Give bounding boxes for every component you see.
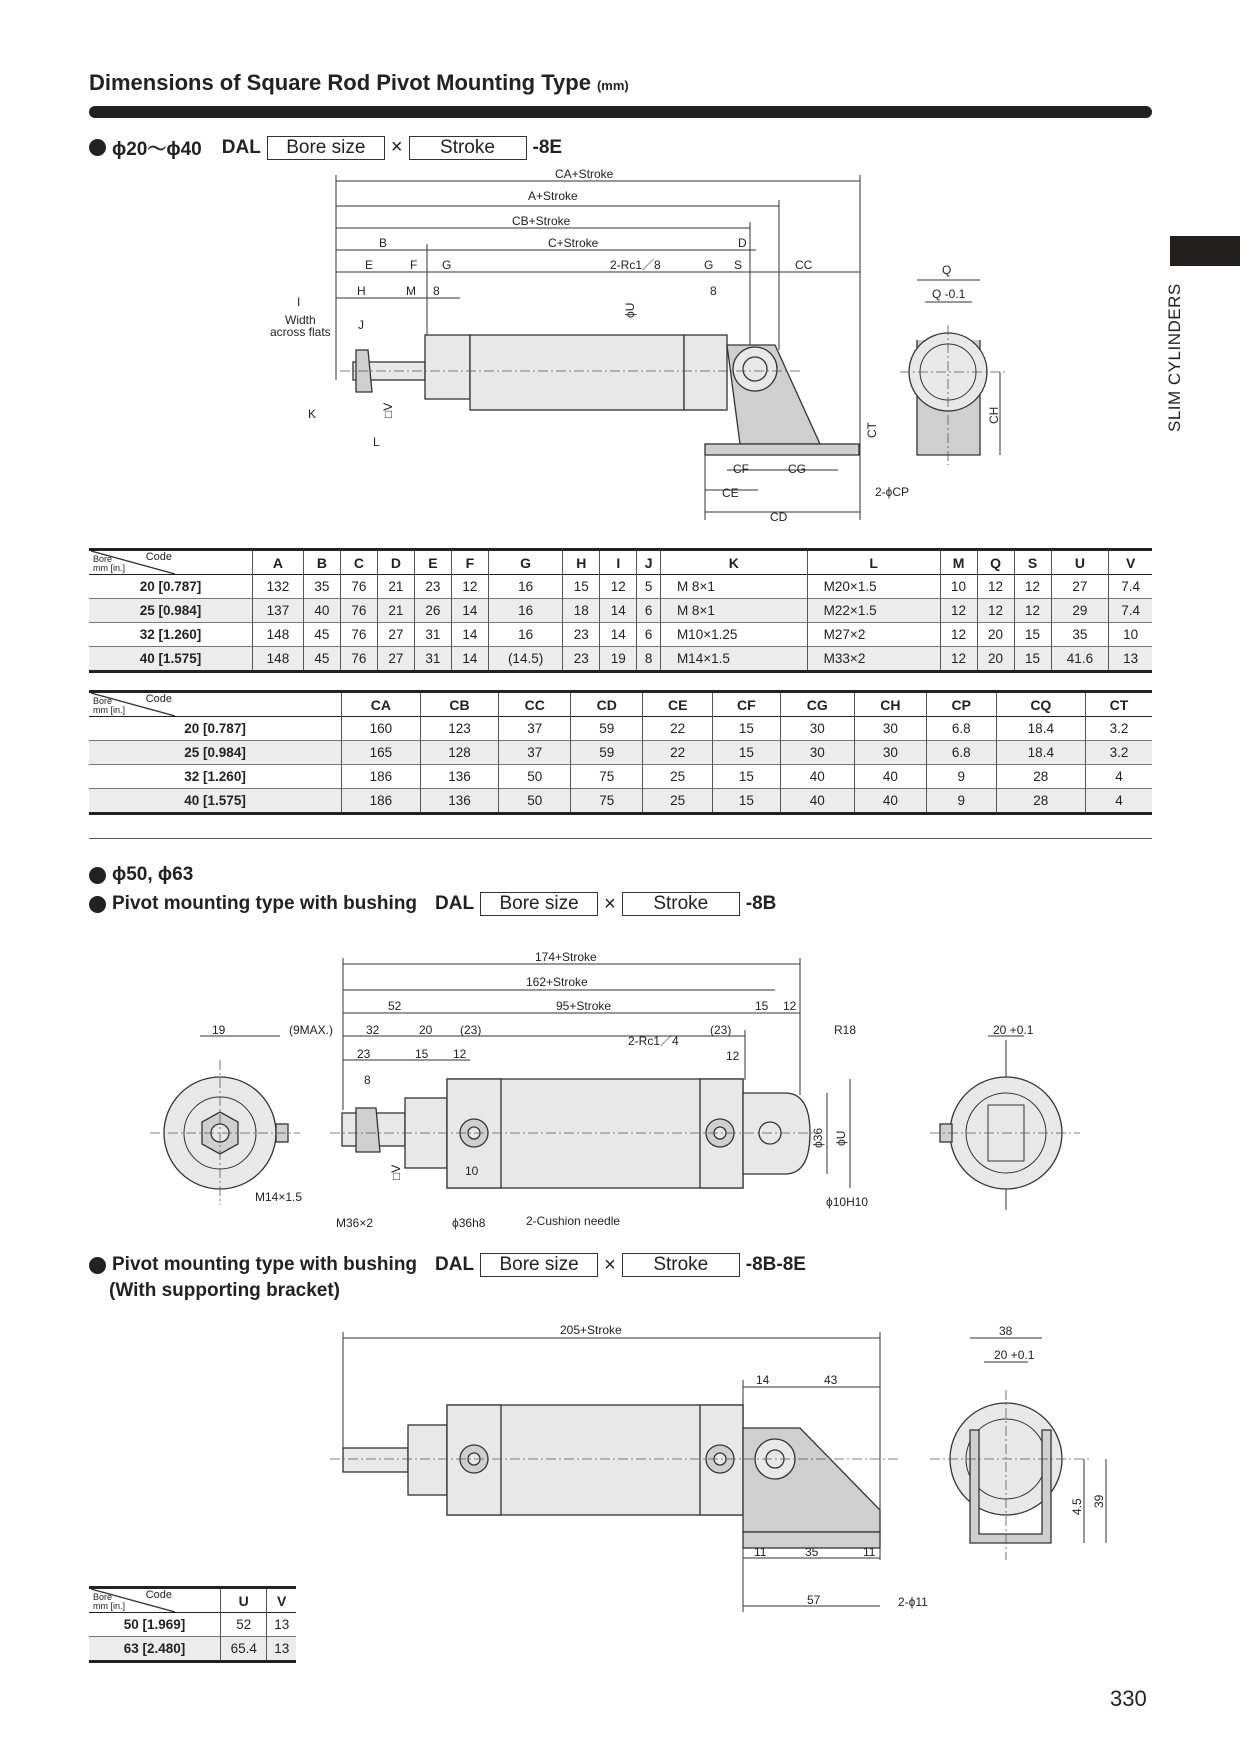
table-cell: 186 xyxy=(342,789,421,814)
left-end-view xyxy=(150,1060,303,1205)
cushion-needle-label: 2-Cushion needle xyxy=(526,1214,621,1228)
table-cell: 45 xyxy=(303,647,340,672)
table-header-row xyxy=(89,692,1152,717)
column-header: CC xyxy=(499,692,571,717)
table-cell: 14 xyxy=(451,599,488,623)
dim-4-5: 4.5 xyxy=(1070,1498,1084,1515)
table-cell: 22 xyxy=(643,717,713,741)
dim-57: 57 xyxy=(807,1593,821,1607)
variant-note: (With supporting bracket) xyxy=(109,1280,340,1301)
dim-cb: CB+Stroke xyxy=(512,214,571,228)
column-header: J xyxy=(637,550,661,575)
bore-range: ϕ20～ϕ40 xyxy=(112,139,202,160)
dim-k: K xyxy=(308,407,317,421)
table-cell: 40 xyxy=(303,599,340,623)
dim-mount-holes: 2-ϕ11 xyxy=(898,1595,928,1609)
variant-title: Pivot mounting type with bushing xyxy=(112,1254,418,1275)
table-cell: 40 xyxy=(854,765,926,789)
table-cell: 4 xyxy=(1115,793,1123,808)
dim-11-left: 11 xyxy=(754,1545,767,1559)
stroke-box: Stroke xyxy=(622,892,740,916)
drawing-50-63-bracket xyxy=(0,1320,1240,1620)
dim-38: 38 xyxy=(999,1324,1013,1338)
table-cell: 10 xyxy=(940,575,977,599)
column-header: CG xyxy=(780,692,854,717)
bore-size-cell: 32 [1.260] xyxy=(89,765,342,789)
table-cell: 75 xyxy=(571,765,643,789)
dim-8-right: 8 xyxy=(710,284,717,298)
table-cell: 12 xyxy=(600,575,637,599)
table-cell: 6.8 xyxy=(926,741,996,765)
bullet-icon xyxy=(89,867,106,884)
column-header: Q xyxy=(977,550,1014,575)
table-cell: 37 xyxy=(499,741,571,765)
column-header: CF xyxy=(713,692,781,717)
dim-c: C+Stroke xyxy=(548,236,599,250)
table-cell: M20×1.5 xyxy=(807,575,940,599)
table-cell: 75 xyxy=(571,789,643,814)
bore-size-cell: 20 [0.787] xyxy=(89,717,342,741)
column-header: U xyxy=(220,1588,266,1613)
table-cell: 30 xyxy=(854,741,926,765)
table-cell: 14 xyxy=(451,647,488,672)
model-suffix: -8B xyxy=(745,893,777,914)
dim-15-left: 15 xyxy=(415,1047,429,1061)
times-sign: × xyxy=(604,1253,616,1276)
dim-ch: CH xyxy=(987,406,1001,424)
column-header: H xyxy=(563,550,600,575)
title-unit: (mm) xyxy=(596,78,629,93)
table-cell: 25 xyxy=(643,789,713,814)
dim-a: A+Stroke xyxy=(528,189,578,203)
dimension-table-2 xyxy=(89,690,1152,815)
dim-10: 10 xyxy=(465,1164,479,1178)
table-cell: 37 xyxy=(499,717,571,741)
table-cell: 9 xyxy=(926,789,996,814)
table-cell: 18.4 xyxy=(996,717,1085,741)
table-cell: 41.6 xyxy=(1051,647,1109,672)
table-row xyxy=(89,1613,296,1637)
dim-19: 19 xyxy=(212,1023,226,1037)
column-header: C xyxy=(340,550,377,575)
table-cell: 12 xyxy=(1014,599,1051,623)
table-cell: 50 xyxy=(499,789,571,814)
table-cell: 15 xyxy=(713,717,781,741)
corner-bore: Bore mm [in.] xyxy=(93,1592,126,1611)
dim-95: 95+Stroke xyxy=(556,999,612,1013)
table-cell: 28 xyxy=(996,765,1085,789)
dim-q: Q xyxy=(942,263,952,277)
bore-size-box: Bore size xyxy=(480,892,598,916)
column-header: CD xyxy=(571,692,643,717)
cylinder-end-view xyxy=(900,280,1005,465)
column-header: F xyxy=(451,550,488,575)
dimension-table-1 xyxy=(89,548,1152,673)
table-cell: 40 xyxy=(780,789,854,814)
dim-m: M xyxy=(406,284,416,298)
corner-cell xyxy=(89,550,253,575)
column-header: V xyxy=(1125,554,1136,571)
table-cell: 12 xyxy=(940,623,977,647)
dim-cd: CD xyxy=(770,510,788,524)
table-cell: M14×1.5 xyxy=(660,647,807,672)
dim-cc: CC xyxy=(795,258,813,272)
table-cell: 12 xyxy=(451,575,488,599)
bore-size-cell: 63 [2.480] xyxy=(89,1637,220,1662)
table-row xyxy=(89,789,1152,814)
table-cell: 4 xyxy=(1115,769,1123,784)
dim-ct: CT xyxy=(865,422,879,438)
table-cell: 76 xyxy=(340,647,377,672)
dim-r18: R18 xyxy=(834,1023,857,1037)
cylinder-side-view xyxy=(330,1079,820,1188)
table-cell: M 8×1 xyxy=(660,575,807,599)
corner-cell xyxy=(89,692,342,717)
dim-v: □V xyxy=(381,402,395,418)
table-cell: 28 xyxy=(996,789,1085,814)
table-cell: M33×2 xyxy=(807,647,940,672)
column-header: M xyxy=(940,550,977,575)
table-cell: M27×2 xyxy=(807,623,940,647)
dim-23: 23 xyxy=(357,1047,371,1061)
drawing-50-63-bushing xyxy=(0,940,1240,1240)
table-cell: 45 xyxy=(303,623,340,647)
table-cell: 12 xyxy=(977,575,1014,599)
dim-cf: CF xyxy=(733,462,749,476)
table-cell: 20 xyxy=(977,623,1014,647)
dim-s: S xyxy=(734,258,743,272)
table-cell: 27 xyxy=(377,623,414,647)
table-cell: 13 xyxy=(1123,651,1139,666)
table-row xyxy=(89,575,1152,599)
table-cell: 20 xyxy=(977,647,1014,672)
column-header: B xyxy=(303,550,340,575)
drawing-20-40 xyxy=(0,0,1240,540)
table-cell: 12 xyxy=(940,599,977,623)
dim-b: B xyxy=(379,236,388,250)
dim-43: 43 xyxy=(824,1373,838,1387)
column-header: A xyxy=(253,550,304,575)
table-cell: 65.4 xyxy=(220,1637,266,1662)
dim-v: □V xyxy=(389,1164,403,1180)
column-header: E xyxy=(414,550,451,575)
table-cell: 30 xyxy=(780,741,854,765)
table-cell: 14 xyxy=(600,599,637,623)
table-cell: 23 xyxy=(563,623,600,647)
bore-size-cell: 32 [1.260] xyxy=(89,623,253,647)
dim-d36h8: ϕ36h8 xyxy=(452,1216,486,1230)
column-header: CP xyxy=(926,692,996,717)
table-cell: (14.5) xyxy=(488,647,562,672)
table-cell: 123 xyxy=(420,717,499,741)
table-cell: 25 xyxy=(643,765,713,789)
table-cell: 27 xyxy=(1051,575,1109,599)
table-cell: 128 xyxy=(420,741,499,765)
variant-title: Pivot mounting type with bushing xyxy=(112,893,418,914)
column-header: CQ xyxy=(996,692,1085,717)
table-cell: 5 xyxy=(637,575,661,599)
bore-size-cell: 50 [1.969] xyxy=(89,1613,220,1637)
bore-size-cell: 40 [1.575] xyxy=(89,647,253,672)
table-cell: 7.4 xyxy=(1121,579,1141,594)
table-cell: 19 xyxy=(600,647,637,672)
stroke-box: Stroke xyxy=(622,1253,740,1277)
table-cell: 10 xyxy=(1123,627,1139,642)
dim-32: 32 xyxy=(366,1023,380,1037)
table-cell: 35 xyxy=(1051,623,1109,647)
corner-bore: Bore mm [in.] xyxy=(93,554,126,573)
table-cell: 186 xyxy=(342,765,421,789)
dim-f: F xyxy=(410,258,418,272)
table-cell: 148 xyxy=(253,647,304,672)
bore-size-cell: 25 [0.984] xyxy=(89,599,253,623)
table-cell: 136 xyxy=(420,789,499,814)
corner-bore: Bore mm [in.] xyxy=(93,696,126,715)
table-cell: 14 xyxy=(600,623,637,647)
right-end-view xyxy=(930,1077,1080,1189)
dim-width: Width xyxy=(285,313,316,327)
dim-12-top: 12 xyxy=(783,999,797,1013)
dim-d: D xyxy=(738,236,747,250)
section2-subheading xyxy=(89,892,776,916)
section3-heading xyxy=(89,1253,806,1277)
dim-g-right: G xyxy=(704,258,714,272)
dim-h: H xyxy=(357,284,366,298)
table-cell: 137 xyxy=(253,599,304,623)
table-cell: 160 xyxy=(342,717,421,741)
dim-8-left: 8 xyxy=(433,284,440,298)
column-header: U xyxy=(1051,550,1109,575)
table-cell: 76 xyxy=(340,599,377,623)
dim-d10: ϕ10H10 xyxy=(826,1195,869,1209)
table-cell: 76 xyxy=(340,575,377,599)
table-row xyxy=(89,647,1152,672)
table-cell: 35 xyxy=(303,575,340,599)
table-cell: 15 xyxy=(1014,623,1051,647)
table-row xyxy=(89,765,1152,789)
dim-port: 2-Rc1／8 xyxy=(610,258,661,272)
table-cell: 13 xyxy=(274,1617,290,1632)
dim-d36: ϕ36 xyxy=(811,1127,825,1148)
dim-u: ϕU xyxy=(623,302,637,318)
section3-subheading xyxy=(109,1280,340,1302)
table-cell: 31 xyxy=(414,647,451,672)
column-header: L xyxy=(807,550,940,575)
dim-52: 52 xyxy=(388,999,402,1013)
model-code: DAL xyxy=(435,893,475,914)
column-header: CA xyxy=(342,692,421,717)
table-cell: 31 xyxy=(414,623,451,647)
table-cell: 16 xyxy=(488,623,562,647)
dim-g-left: G xyxy=(442,258,452,272)
dim-m36: M36×2 xyxy=(336,1216,374,1230)
table-cell: 21 xyxy=(377,575,414,599)
column-header: K xyxy=(660,550,807,575)
corner-code: Code xyxy=(145,1589,172,1601)
table-cell: 14 xyxy=(451,623,488,647)
table-cell: 12 xyxy=(940,647,977,672)
dim-u: ϕU xyxy=(834,1130,848,1146)
times-sign: × xyxy=(604,892,616,915)
table-cell: 16 xyxy=(488,599,562,623)
column-header: CH xyxy=(854,692,926,717)
table-cell: 6.8 xyxy=(926,717,996,741)
dim-q-tol: Q -0.1 xyxy=(932,287,966,301)
dim-cp: 2-ϕCP xyxy=(875,485,910,499)
table-cell: 52 xyxy=(220,1613,266,1637)
table-cell: 30 xyxy=(780,717,854,741)
table-cell: 15 xyxy=(1014,647,1051,672)
corner-code: Code xyxy=(145,551,172,563)
bore-size-cell: 40 [1.575] xyxy=(89,789,342,814)
table-cell: 136 xyxy=(420,765,499,789)
corner-cell xyxy=(89,1588,220,1613)
bullet-icon xyxy=(89,1257,106,1274)
dim-12-left: 12 xyxy=(453,1047,467,1061)
table-cell: 3.2 xyxy=(1109,745,1129,760)
dim-162: 162+Stroke xyxy=(526,975,588,989)
section-divider xyxy=(89,838,1152,839)
table-cell: 15 xyxy=(713,765,781,789)
table-row xyxy=(89,623,1152,647)
table-cell: 27 xyxy=(377,647,414,672)
bore-range: ϕ50, ϕ63 xyxy=(112,864,194,885)
table-cell: 12 xyxy=(977,599,1014,623)
cylinder-side-view xyxy=(340,335,859,455)
model-suffix: -8B-8E xyxy=(745,1254,806,1275)
column-header: CB xyxy=(420,692,499,717)
table-row xyxy=(89,1637,296,1662)
corner-code: Code xyxy=(145,693,172,705)
table-cell: 6 xyxy=(637,623,661,647)
table-cell: 16 xyxy=(488,575,562,599)
table-cell: 8 xyxy=(637,647,661,672)
end-view xyxy=(930,1390,1090,1560)
dim-20-tol: 20 +0.1 xyxy=(993,1023,1034,1037)
table-cell: 132 xyxy=(253,575,304,599)
table-cell: 18 xyxy=(563,599,600,623)
table-cell: 15 xyxy=(713,789,781,814)
table-cell: M 8×1 xyxy=(660,599,807,623)
column-header: CT xyxy=(1109,696,1129,713)
table-cell: 13 xyxy=(274,1641,290,1656)
dim-e: E xyxy=(365,258,374,272)
stroke-box: Stroke xyxy=(409,136,527,160)
column-header: G xyxy=(488,550,562,575)
dim-12-right: 12 xyxy=(726,1049,740,1063)
dim-ca: CA+Stroke xyxy=(555,167,614,181)
table-cell: 59 xyxy=(571,741,643,765)
section2-heading xyxy=(89,864,193,886)
table-cell: 3.2 xyxy=(1109,721,1129,736)
table-cell: 15 xyxy=(713,741,781,765)
bore-size-cell: 20 [0.787] xyxy=(89,575,253,599)
dim-35: 35 xyxy=(805,1545,819,1559)
table-cell: 6 xyxy=(637,599,661,623)
table-cell: 40 xyxy=(854,789,926,814)
table-header-row xyxy=(89,550,1152,575)
table-cell: 22 xyxy=(643,741,713,765)
dim-cg: CG xyxy=(788,462,806,476)
dim-m14: M14×1.5 xyxy=(255,1190,303,1204)
bullet-icon xyxy=(89,896,106,913)
table-cell: 30 xyxy=(854,717,926,741)
bore-size-box: Bore size xyxy=(480,1253,598,1277)
dim-23-paren-right: (23) xyxy=(710,1023,732,1037)
dim-14: 14 xyxy=(756,1373,770,1387)
dim-11-right: 11 xyxy=(863,1545,876,1559)
model-code: DAL xyxy=(435,1254,475,1275)
times-sign: × xyxy=(390,136,403,158)
table-row xyxy=(89,741,1152,765)
bore-size-cell: 25 [0.984] xyxy=(89,741,342,765)
model-code: DAL xyxy=(221,136,261,158)
dim-174: 174+Stroke xyxy=(535,950,597,964)
table-cell: 29 xyxy=(1051,599,1109,623)
dim-23-paren-left: (23) xyxy=(460,1023,482,1037)
dim-flats: across flats xyxy=(270,325,331,339)
table-row xyxy=(89,599,1152,623)
side-tab-label: SLIM CYLINDERS xyxy=(1165,283,1184,432)
table-cell: 50 xyxy=(499,765,571,789)
dim-ce: CE xyxy=(722,486,739,500)
table-cell: 12 xyxy=(1014,575,1051,599)
table-cell: 26 xyxy=(414,599,451,623)
dim-205: 205+Stroke xyxy=(560,1323,622,1337)
table-cell: 165 xyxy=(342,741,421,765)
dim-i: I xyxy=(297,295,301,309)
dim-15: 15 xyxy=(755,999,769,1013)
bore-size-box: Bore size xyxy=(267,136,385,160)
dim-20: 20 xyxy=(419,1023,433,1037)
table-cell: 15 xyxy=(563,575,600,599)
column-header: S xyxy=(1014,550,1051,575)
dim-39: 39 xyxy=(1092,1494,1106,1508)
title-text: Dimensions of Square Rod Pivot Mounting Type xyxy=(89,70,591,95)
column-header: D xyxy=(377,550,414,575)
table-cell: 59 xyxy=(571,717,643,741)
table-cell: 40 xyxy=(780,765,854,789)
table-cell: 7.4 xyxy=(1121,603,1141,618)
dim-l: L xyxy=(373,435,380,449)
table-cell: 76 xyxy=(340,623,377,647)
cylinder-side-view xyxy=(330,1405,900,1548)
table-cell: 18.4 xyxy=(996,741,1085,765)
dimension-table-3 xyxy=(89,1586,296,1663)
dim-20-tol: 20 +0.1 xyxy=(994,1348,1035,1362)
table-cell: 9 xyxy=(926,765,996,789)
table-cell: 148 xyxy=(253,623,304,647)
model-suffix: -8E xyxy=(532,136,563,158)
dim-port: 2-Rc1／4 xyxy=(628,1034,679,1048)
table-cell: 23 xyxy=(563,647,600,672)
column-header: CE xyxy=(643,692,713,717)
column-header: I xyxy=(600,550,637,575)
dim-8: 8 xyxy=(364,1073,371,1087)
column-header: V xyxy=(277,1592,287,1609)
page-number: 330 xyxy=(1110,1686,1147,1711)
table-cell: M10×1.25 xyxy=(660,623,807,647)
table-header-row xyxy=(89,1588,296,1613)
table-cell: 21 xyxy=(377,599,414,623)
table-cell: M22×1.5 xyxy=(807,599,940,623)
table-cell: 23 xyxy=(414,575,451,599)
table-row xyxy=(89,717,1152,741)
dim-j: J xyxy=(358,318,364,332)
dim-9max: (9MAX.) xyxy=(289,1023,334,1037)
